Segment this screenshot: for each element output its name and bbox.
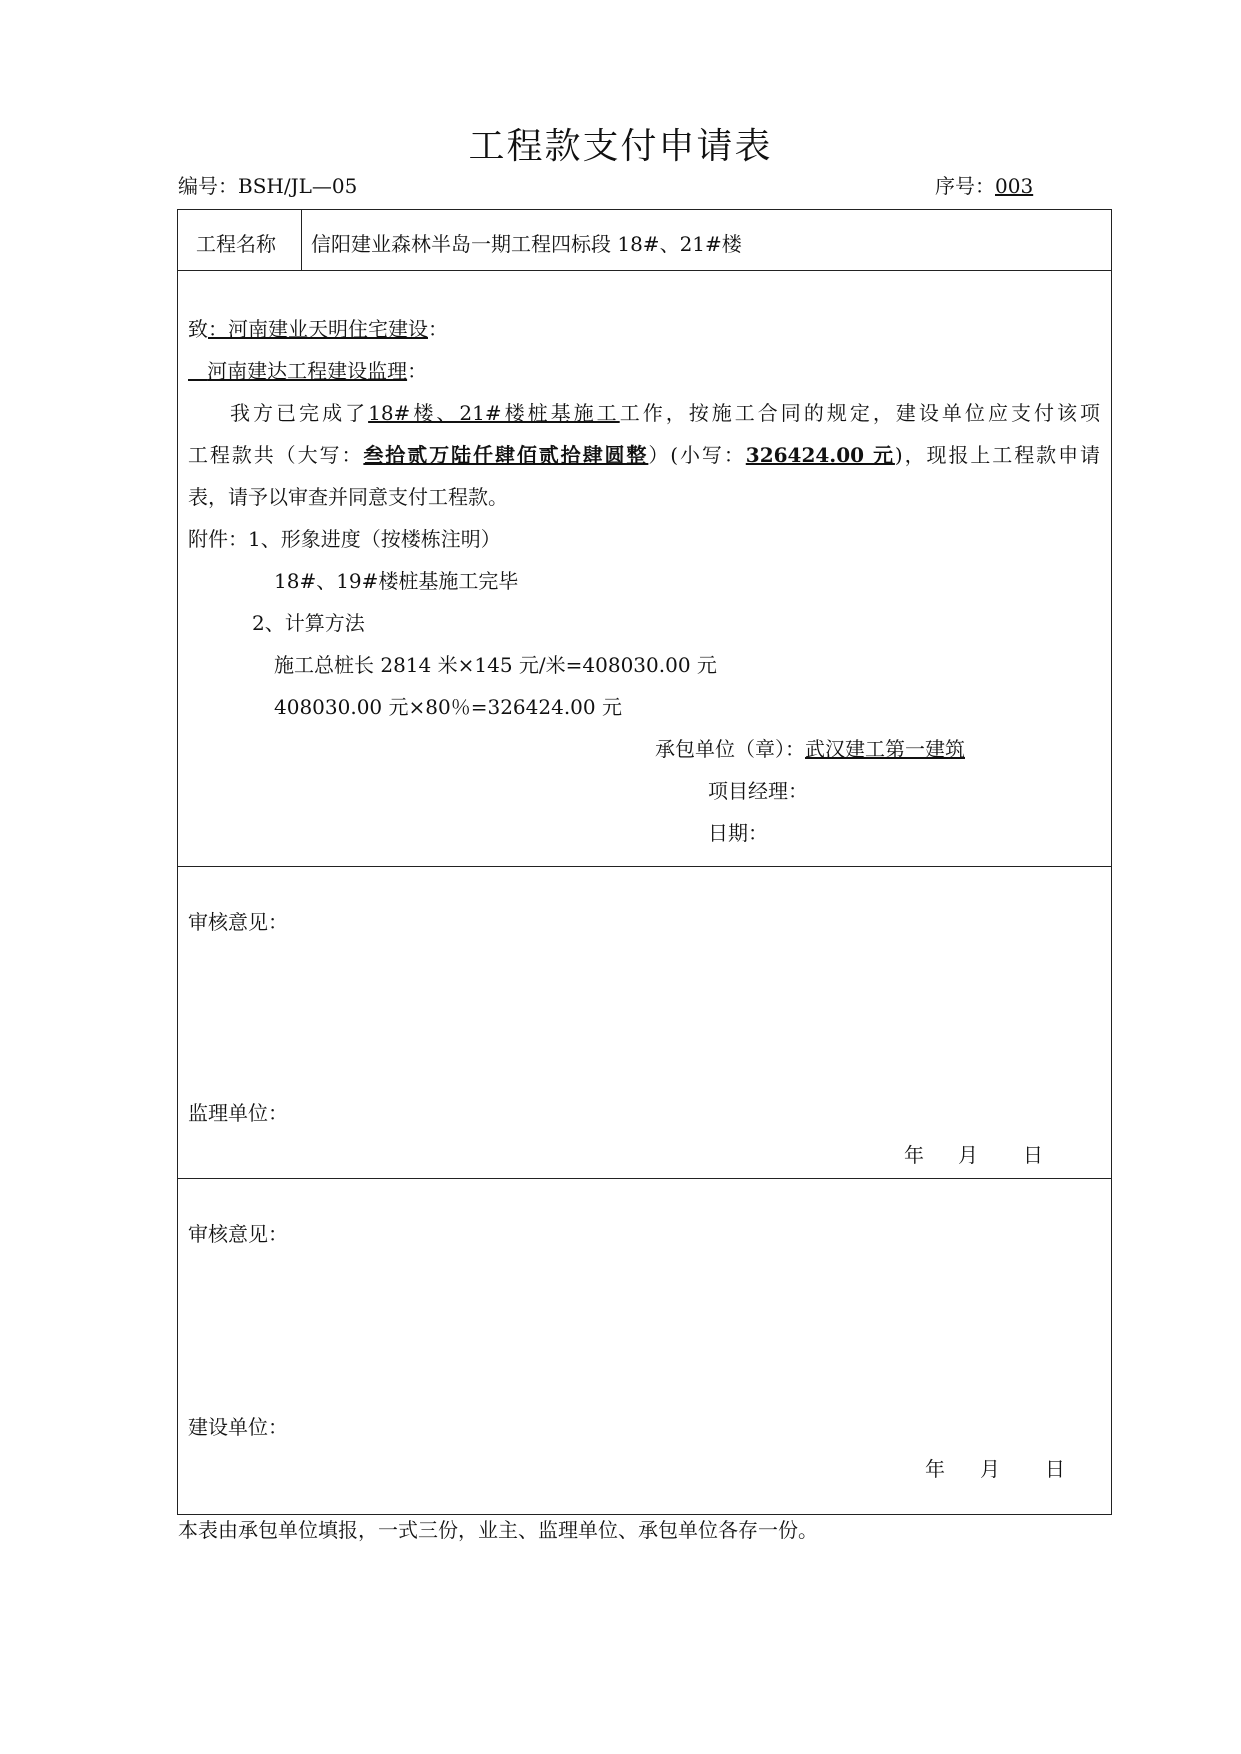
amount-in-words: 叁拾贰万陆仟肆佰贰拾肆圆整	[363, 443, 649, 467]
project-manager-label: 项目经理：	[708, 779, 808, 803]
sequence-number	[935, 170, 1033, 199]
contractor-value: 武汉建工第一建筑	[805, 737, 965, 761]
attachment-1-detail: 18#、19#楼桩基施工完毕	[274, 569, 519, 593]
supervisor-name: 河南建达工程建设监理	[207, 359, 408, 383]
completed-work: 18#楼、21#楼桩基施工	[368, 401, 620, 425]
body-line-3: 表，请予以审查并同意支付工程款。	[188, 485, 508, 509]
row-divider-1	[177, 270, 1112, 271]
owner-unit-label: 建设单位：	[188, 1415, 288, 1439]
contractor-signature	[655, 733, 965, 762]
amount-in-figures: 326424.00 元	[745, 443, 895, 467]
addressee-owner: 致：河南建业天明住宅建设：	[188, 317, 448, 341]
form-number	[178, 170, 357, 199]
calc-line-2: 408030.00 元×80％=326424.00 元	[274, 695, 622, 719]
contractor-label: 承包单位（章）：	[655, 737, 805, 761]
sequence-label: 序号：	[935, 174, 995, 198]
supervisor-date-month: 月	[958, 1143, 978, 1167]
owner-name: ：河南建业天明住宅建设	[208, 317, 428, 341]
row-divider-3	[177, 1178, 1112, 1179]
attachment-2: 2、计算方法	[252, 611, 365, 635]
project-name-label: 工程名称	[196, 232, 276, 256]
body-line-1: 我方已完成了18#楼、21#楼桩基施工工作，按施工合同的规定，建设单位应支付该项	[230, 401, 1101, 425]
calc-line-1: 施工总桩长 2814 米×145 元/米=408030.00 元	[274, 653, 717, 677]
supervisor-opinion-label: 审核意见：	[188, 910, 288, 934]
page-title: 工程款支付申请表	[468, 126, 773, 167]
row-divider-2	[177, 866, 1112, 867]
addressee-supervisor: 河南建达工程建设监理：	[188, 355, 427, 384]
owner-date-month: 月	[980, 1457, 1000, 1481]
supervisor-date-day: 日	[1023, 1143, 1043, 1167]
owner-date-year: 年	[925, 1457, 945, 1481]
body-line-2: 工程款共（大写：叁拾贰万陆仟肆佰贰拾肆圆整）(小写：326424.00 元)，现报上工程款申请	[188, 443, 1100, 467]
owner-opinion-label: 审核意见：	[188, 1222, 288, 1246]
project-name-divider	[301, 209, 302, 271]
form-number-label: 编号：	[178, 174, 238, 198]
supervisor-date-year: 年	[904, 1143, 924, 1167]
application-date-label: 日期：	[708, 821, 768, 845]
addressee-prefix: 致	[188, 317, 208, 341]
form-footnote: 本表由承包单位填报，一式三份，业主、监理单位、承包单位各存一份。	[178, 1518, 818, 1542]
sequence-value: 003	[995, 174, 1034, 198]
attachment-1: 附件：1、形象进度（按楼栋注明）	[188, 527, 501, 551]
form-number-value: BSH/JL—05	[238, 174, 358, 198]
supervisor-unit-label: 监理单位：	[188, 1101, 288, 1125]
owner-date-day: 日	[1045, 1457, 1065, 1481]
project-name-value: 信阳建业森林半岛一期工程四标段 18#、21#楼	[311, 232, 742, 256]
